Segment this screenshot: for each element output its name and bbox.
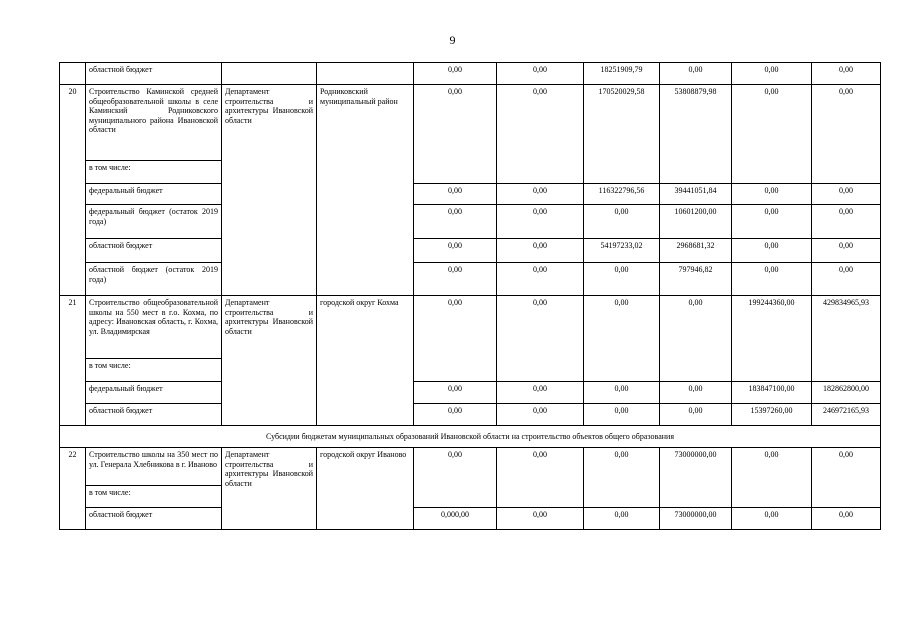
value-cell: 0,00 bbox=[414, 85, 497, 184]
value-cell: 0,00 bbox=[812, 508, 881, 530]
value-cell: 429834965,93 bbox=[812, 296, 881, 382]
value-cell: 0,00 bbox=[660, 296, 732, 382]
value-cell: 0,00 bbox=[414, 404, 497, 426]
value-cell: 0,00 bbox=[497, 448, 584, 508]
value-cell: 0,00 bbox=[414, 296, 497, 382]
value-cell: 0,00 bbox=[497, 184, 584, 205]
source-label: федеральный бюджет bbox=[86, 382, 222, 404]
value-cell: 0,00 bbox=[812, 205, 881, 239]
value-cell: 0,00 bbox=[660, 382, 732, 404]
page-number: 9 bbox=[449, 33, 456, 47]
source-label: областной бюджет bbox=[86, 63, 222, 85]
value-cell: 0,00 bbox=[584, 448, 660, 508]
source-label: областной бюджет bbox=[86, 508, 222, 530]
value-cell: 53808879,98 bbox=[660, 85, 732, 184]
value-cell: 10601200,00 bbox=[660, 205, 732, 239]
value-cell: 0,00 bbox=[584, 382, 660, 404]
cell-municipality bbox=[317, 63, 414, 85]
source-label: областной бюджет bbox=[86, 239, 222, 263]
table-row bbox=[60, 448, 881, 486]
table-row bbox=[60, 404, 881, 426]
value-cell: 0,00 bbox=[812, 85, 881, 184]
value-cell: 183847100,00 bbox=[732, 382, 812, 404]
value-cell: 0,00 bbox=[497, 239, 584, 263]
value-cell: 18251909,79 bbox=[584, 63, 660, 85]
value-cell: 170520029,58 bbox=[584, 85, 660, 184]
value-cell: 0,00 bbox=[497, 85, 584, 184]
value-cell: 15397260,00 bbox=[732, 404, 812, 426]
cell-executor bbox=[222, 63, 317, 85]
value-cell: 0,00 bbox=[812, 239, 881, 263]
value-cell: 0,00 bbox=[584, 296, 660, 382]
including-label: в том числе: bbox=[86, 359, 222, 382]
value-cell: 0,00 bbox=[812, 448, 881, 508]
value-cell: 0,00 bbox=[414, 239, 497, 263]
row-number: 20 bbox=[60, 85, 86, 296]
value-cell: 73000000,00 bbox=[660, 508, 732, 530]
value-cell: 0,00 bbox=[497, 508, 584, 530]
table-row bbox=[60, 85, 881, 161]
source-label: областной бюджет (остаток 2019 года) bbox=[86, 263, 222, 296]
table-row bbox=[60, 184, 881, 205]
value-cell: 0,000,00 bbox=[414, 508, 497, 530]
table-row bbox=[60, 63, 881, 85]
value-cell: 73000000,00 bbox=[660, 448, 732, 508]
table-row bbox=[60, 426, 881, 448]
value-cell: 0,00 bbox=[732, 205, 812, 239]
value-cell: 116322796,56 bbox=[584, 184, 660, 205]
value-cell: 0,00 bbox=[497, 63, 584, 85]
value-cell: 0,00 bbox=[497, 404, 584, 426]
table-row bbox=[60, 508, 881, 530]
executor: Департамент строительства и архитектуры Ивановской области bbox=[222, 85, 317, 296]
value-cell: 39441051,84 bbox=[660, 184, 732, 205]
project-name: Строительство общеобразовательной школы на 550 мест в г.о. Кохма, по адресу: Ивановская область, г. Кохма, ул. Владимирская bbox=[86, 296, 222, 359]
value-cell: 0,00 bbox=[414, 184, 497, 205]
value-cell: 0,00 bbox=[732, 263, 812, 296]
value-cell: 0,00 bbox=[414, 205, 497, 239]
value-cell: 54197233,02 bbox=[584, 239, 660, 263]
value-cell: 0,00 bbox=[732, 85, 812, 184]
value-cell: 0,00 bbox=[812, 63, 881, 85]
municipality: городской округ Иваново bbox=[317, 448, 414, 530]
table-row bbox=[60, 239, 881, 263]
project-name: Строительство школы на 350 мест по ул. Генерала Хлебникова в г. Иваново bbox=[86, 448, 222, 486]
table-row bbox=[60, 296, 881, 359]
value-cell: 2968681,32 bbox=[660, 239, 732, 263]
executor: Департамент строительства и архитектуры Ивановской области bbox=[222, 448, 317, 530]
source-label: областной бюджет bbox=[86, 404, 222, 426]
cell-no bbox=[60, 63, 86, 85]
value-cell: 0,00 bbox=[660, 404, 732, 426]
value-cell: 0,00 bbox=[732, 508, 812, 530]
project-name: Строительство Каминской средней общеобразовательной школы в селе Каминский Родниковского муниципального района Ивановской области bbox=[86, 85, 222, 161]
table-row bbox=[60, 205, 881, 239]
value-cell: 0,00 bbox=[414, 382, 497, 404]
including-label: в том числе: bbox=[86, 161, 222, 184]
executor: Департамент строительства и архитектуры Ивановской области bbox=[222, 296, 317, 426]
value-cell: 0,00 bbox=[497, 263, 584, 296]
value-cell: 0,00 bbox=[584, 263, 660, 296]
value-cell: 0,00 bbox=[812, 184, 881, 205]
value-cell: 0,00 bbox=[414, 263, 497, 296]
municipality: городской округ Кохма bbox=[317, 296, 414, 426]
value-cell: 0,00 bbox=[414, 448, 497, 508]
source-label: федеральный бюджет bbox=[86, 184, 222, 205]
value-cell: 0,00 bbox=[732, 184, 812, 205]
section-title: Субсидии бюджетам муниципальных образований Ивановской области на строительство объектов общего образования bbox=[60, 426, 881, 448]
source-label: федеральный бюджет (остаток 2019 года) bbox=[86, 205, 222, 239]
including-label: в том числе: bbox=[86, 486, 222, 508]
value-cell: 0,00 bbox=[584, 508, 660, 530]
table-row bbox=[60, 263, 881, 296]
value-cell: 0,00 bbox=[497, 205, 584, 239]
budget-table bbox=[59, 62, 881, 530]
value-cell: 182862800,00 bbox=[812, 382, 881, 404]
value-cell: 0,00 bbox=[497, 296, 584, 382]
row-number: 21 bbox=[60, 296, 86, 426]
value-cell: 0,00 bbox=[497, 382, 584, 404]
value-cell: 199244360,00 bbox=[732, 296, 812, 382]
value-cell: 0,00 bbox=[414, 63, 497, 85]
value-cell: 0,00 bbox=[660, 63, 732, 85]
row-number: 22 bbox=[60, 448, 86, 530]
value-cell: 0,00 bbox=[732, 239, 812, 263]
value-cell: 0,00 bbox=[812, 263, 881, 296]
table-row bbox=[60, 382, 881, 404]
value-cell: 0,00 bbox=[584, 205, 660, 239]
value-cell: 0,00 bbox=[732, 63, 812, 85]
value-cell: 246972165,93 bbox=[812, 404, 881, 426]
municipality: Родниковский муниципальный район bbox=[317, 85, 414, 296]
value-cell: 0,00 bbox=[732, 448, 812, 508]
value-cell: 797946,82 bbox=[660, 263, 732, 296]
value-cell: 0,00 bbox=[584, 404, 660, 426]
